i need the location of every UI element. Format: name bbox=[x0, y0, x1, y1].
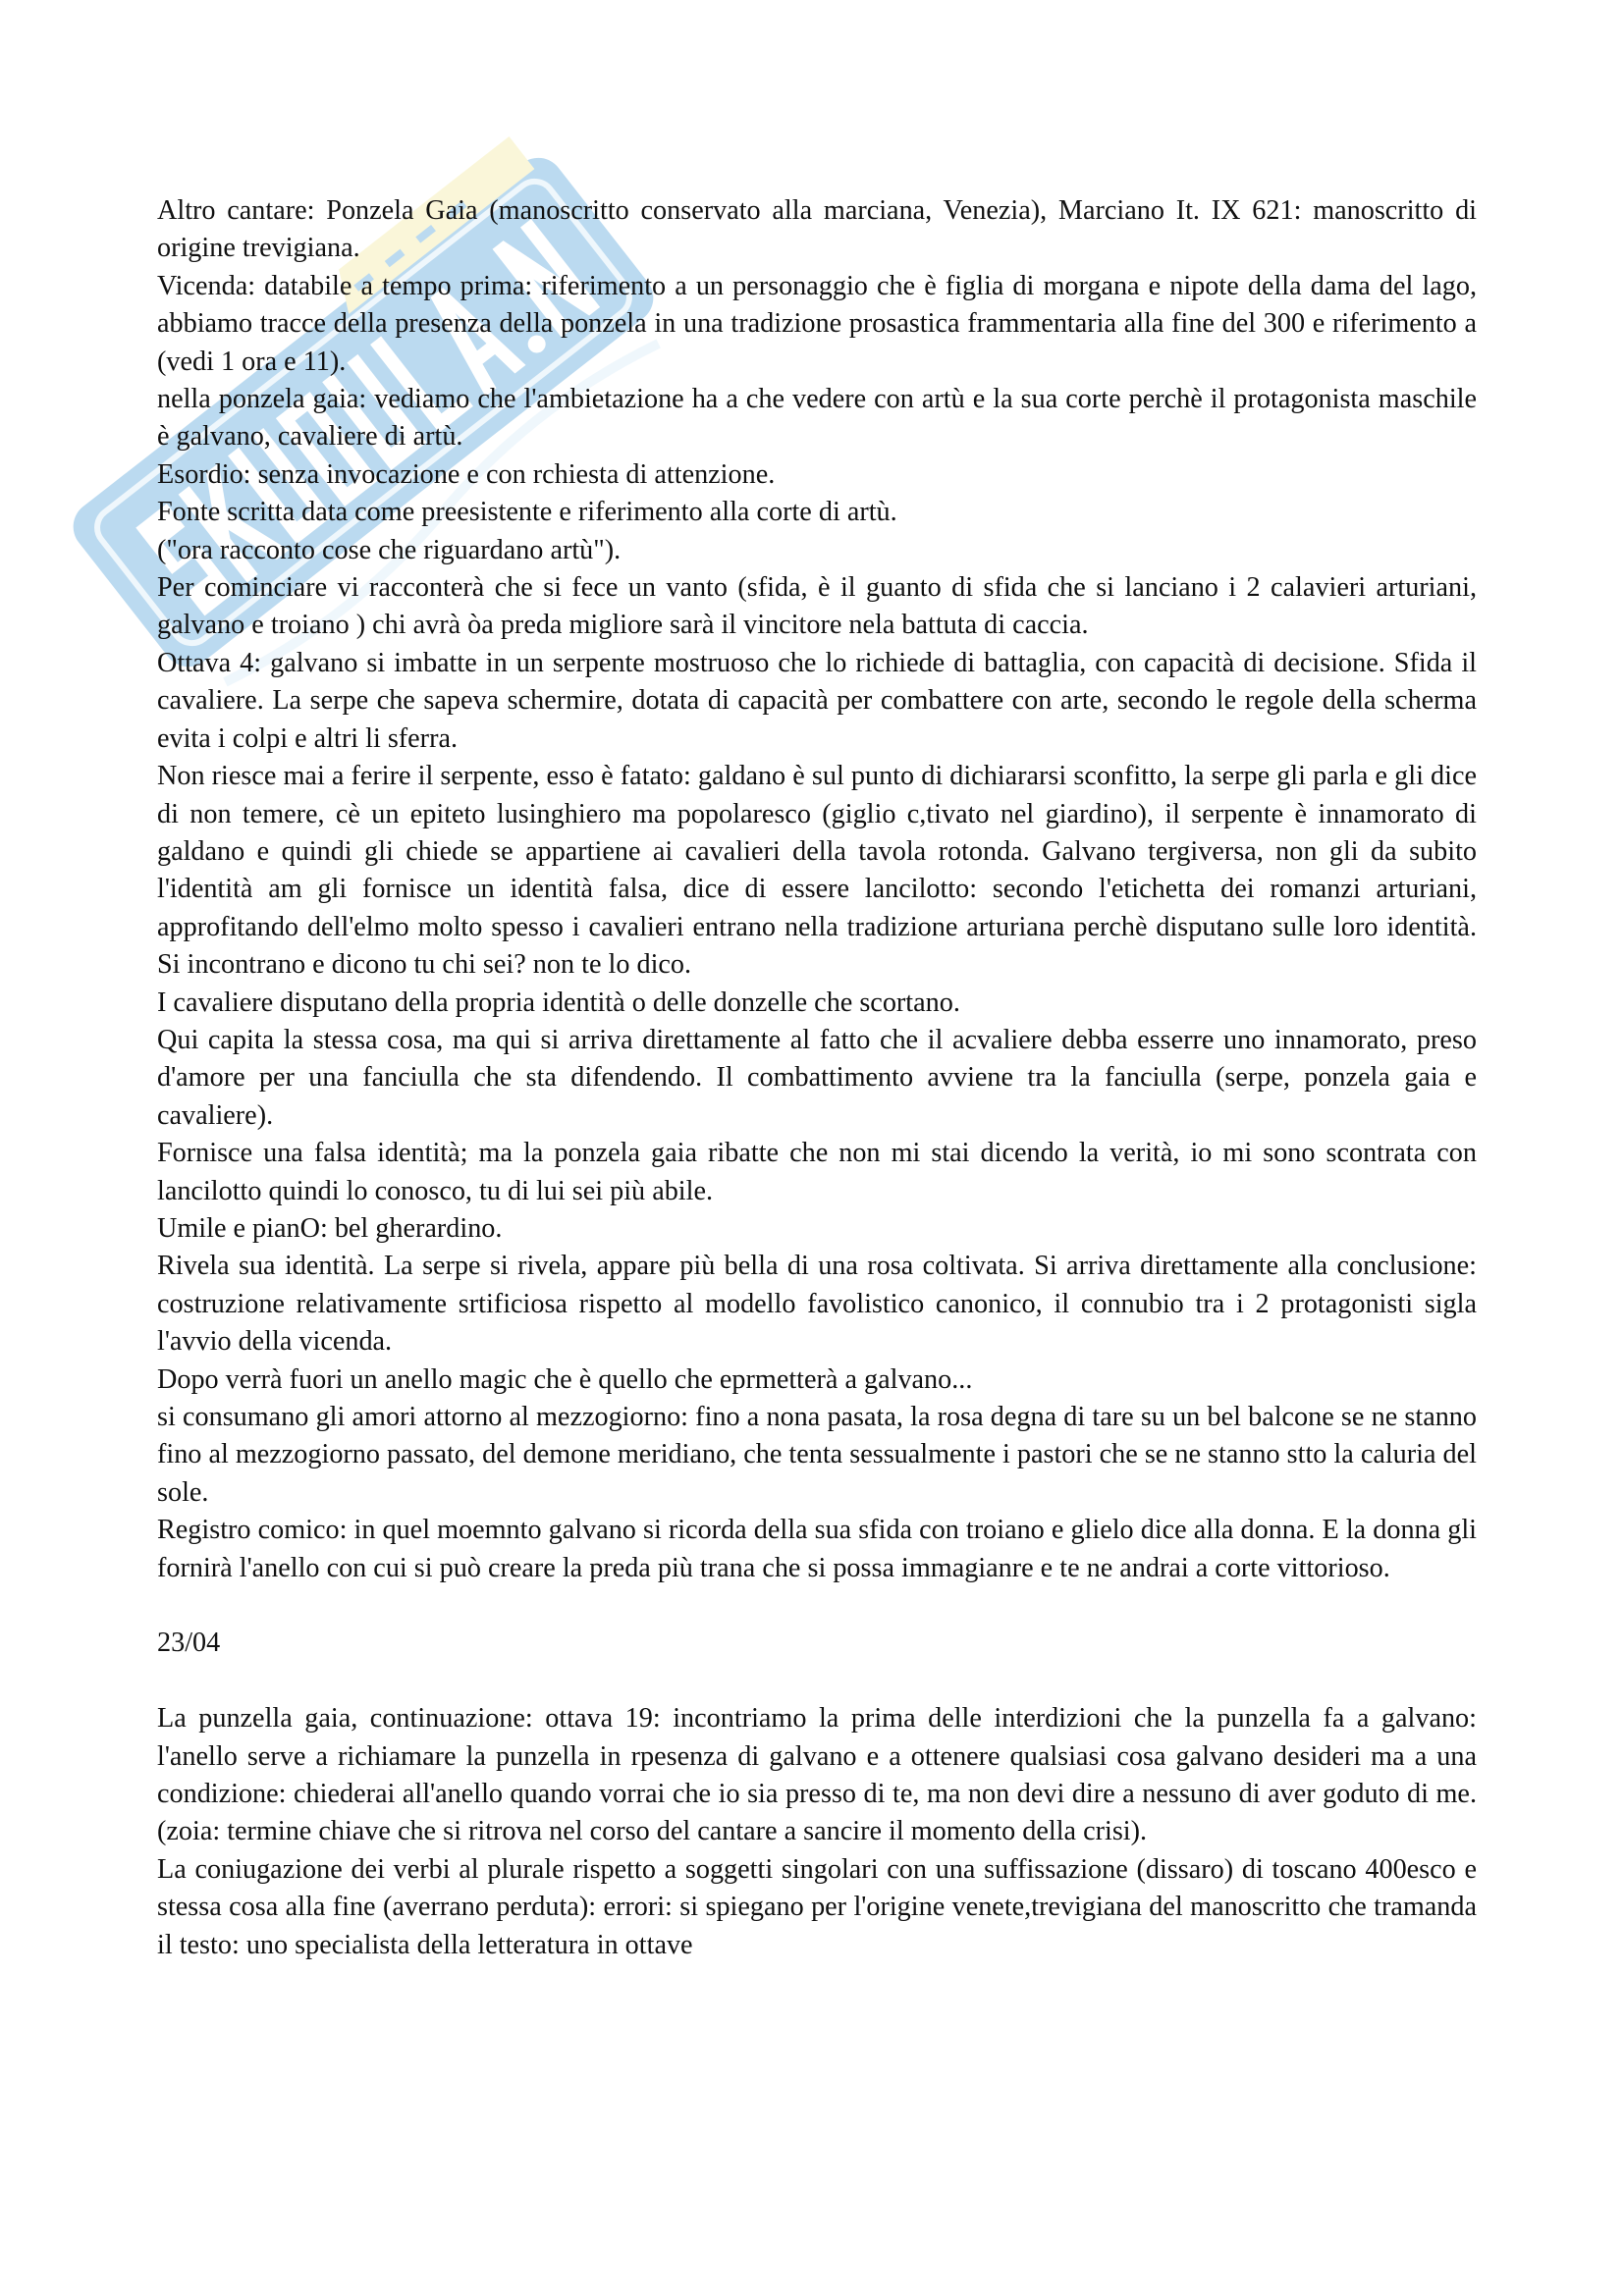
paragraph: Non riesce mai a ferire il serpente, esso è fatato: galdano è sul punto di dichiararsi sconfitto, la serpe gli parla e gli dice di non temere, cè un epiteto lusinghiero ma popolaresco (giglio c,tivato nel giardino), il serpente è innamorato di galdano e quindi gli chiede se appartiene ai cavalieri della tavola rotonda. Galvano tergiversa, non gli da subito l'identità am gli fornisce un identità falsa, dice di essere lancilotto: secondo l'etichetta dei romanzi arturiani, approfitando dell'elmo molto spesso i cavalieri entrano nella tradizione arturiana perchè disputano sulle loro identità. Si incontrano e dicono tu chi sei? non te lo dico. bbox=[157, 761, 1477, 981]
paragraph: I cavaliere disputano della propria identità o delle donzelle che scortano. bbox=[157, 987, 960, 1018]
paragraph: La coniugazione dei verbi al plurale rispetto a soggetti singolari con una suffissazione (dissaro) di toscano 400esco e stessa cosa alla fine (averrano perduta): errori: si spiegano per l'origine venete,trevigiana del manoscritto che tramanda il testo: uno specialista della letteratura in ottave bbox=[157, 1853, 1477, 1960]
paragraph: Altro cantare: Ponzela Gaia (manoscritto conservato alla marciana, Venezia), Marciano It. IX 621: manoscritto di origine trevigiana. bbox=[157, 195, 1477, 264]
paragraph: Dopo verrà fuori un anello magic che è quello che eprmetterà a galvano... bbox=[157, 1363, 973, 1395]
document-body bbox=[157, 192, 1477, 1964]
date-heading: 23/04 bbox=[157, 1628, 221, 1659]
paragraph: Fonte scritta data come preesistente e riferimento alla corte di artù. bbox=[157, 497, 897, 528]
paragraph: Rivela sua identità. La serpe si rivela, appare più bella di una rosa coltivata. Si arriva direttamente alla conclusione: costruzione relativamente srtificiosa rispetto al modello favolistico canonico, il connubio tra i 2 protagonisti sigla l'avvio della vicenda. bbox=[157, 1251, 1477, 1358]
paragraph: nella ponzela gaia: vediamo che l'ambietazione ha a che vedere con artù e la sua corte perchè il protagonista maschile è galvano, cavaliere di artù. bbox=[157, 384, 1477, 453]
paragraph: Qui capita la stessa cosa, ma qui si arriva direttamente al fatto che il acvaliere debba esserre uno innamorato, preso d'amore per una fanciulla che sta difendendo. Il combattimento avviene tra la fanciulla (serpe, ponzela gaia e cavaliere). bbox=[157, 1024, 1477, 1131]
paragraph: ("ora racconto cose che riguardano artù"). bbox=[157, 534, 622, 565]
paragraph: Esordio: senza invocazione e con rchiesta di attenzione. bbox=[157, 458, 776, 490]
paragraph: Ottava 4: galvano si imbatte in un serpente mostruoso che lo richiede di battaglia, con capacità di decisione. Sfida il cavaliere. La serpe che sapeva schermire, dotata di capacità per combattere con arte, secondo le regole della scherma evita i colpi e altri li sferra. bbox=[157, 647, 1477, 754]
paragraph: Vicenda: databile a tempo prima: riferimento a un personaggio che è figlia di morgana e nipote della dama del lago, abbiamo tracce della presenza della ponzela in una tradizione prosastica frammentaria alla fine del 300 e riferimento a (vedi 1 ora e 11). bbox=[157, 270, 1477, 377]
paragraph: La punzella gaia, continuazione: ottava 19: incontriamo la prima delle interdizioni che la punzella fa a galvano: l'anello serve a richiamare la punzella in rpesenza di galvano e a ottenere qualsiasi cosa galvano desideri ma a una condizione: chiederai all'anello quando vorrai che io sia presso di te, ma non devi dire a nessuno di aver goduto di me. (zoia: termine chiave che si ritrova nel corso del cantare a sancire il momento della crisi). bbox=[157, 1703, 1477, 1847]
paragraph: Umile e pianO: bel gherardino. bbox=[157, 1212, 503, 1244]
paragraph: Per cominciare vi racconterà che si fece un vanto (sfida, è il guanto di sfida che si lanciano i 2 calavieri arturiani, galvano e troiano ) chi avrà òa preda migliore sarà il vincitore nela battuta di caccia. bbox=[157, 572, 1477, 641]
paragraph: Registro comico: in quel moemnto galvano si ricorda della sua sfida con troiano e glielo dice alla donna. E la donna gli fornirà l'anello con cui si può creare la preda più trana che si possa immagianre e te ne andrai a corte vittorioso. bbox=[157, 1515, 1477, 1583]
paragraph: si consumano gli amori attorno al mezzogiorno: fino a nona pasata, la rosa degna di tare su un bel balcone se ne stanno fino al mezzogiorno passato, del demone meridiano, che tenta sessualmente i pastori che se ne stanno stto la caluria del sole. bbox=[157, 1402, 1477, 1508]
paragraph: Fornisce una falsa identità; ma la ponzela gaia ribatte che non mi stai dicendo la verità, io mi sono scontrata con lancilotto quindi lo conosco, tu di lui sei più abile. bbox=[157, 1138, 1477, 1206]
